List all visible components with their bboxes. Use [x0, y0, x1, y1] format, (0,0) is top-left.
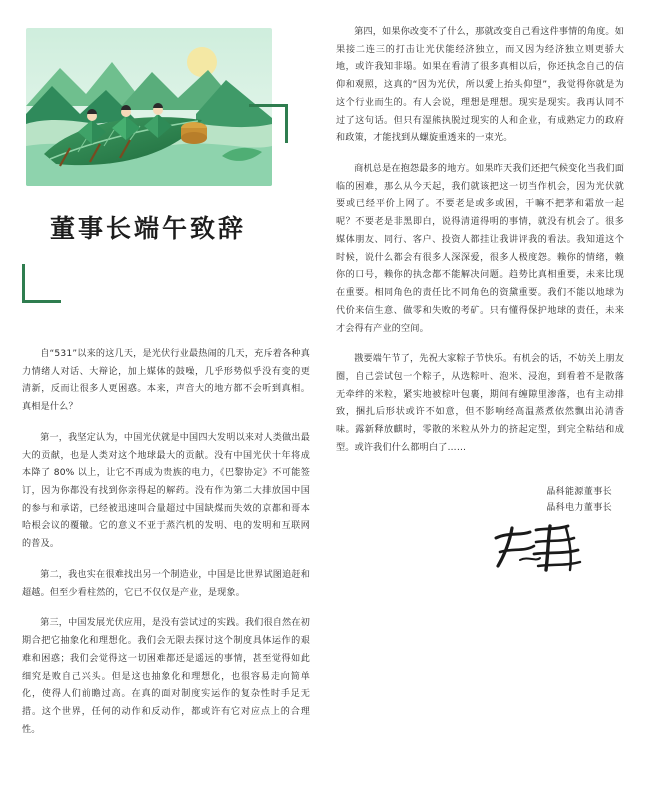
decorative-corner-top-right [249, 104, 288, 143]
signature-title-2: 晶科电力董事长 [546, 502, 612, 513]
hero-section [22, 28, 290, 328]
paragraph: 商机总是在抱怨最多的地方。如果昨天我们还把气候变化当我们面临的困难，那么从今天起，我们就该把这一切当作机会，因为光伏就要或已经平价上网了。不要老是或多或困，干嘛不把茅和霜放一起呢？不要老是非黑即白，说得清道得明的事情，就没有机会了。很多媒体朋友、同行、客户、投资人都挂让我讲评我的看法。我知道这个时候，说什么都会有很多人深深爱，很多人极度怨。赖你的情绪，赖你的口号，赖你的执念都不能解决问题。趋势比真相重要，未来比现在重要。相同角色的责任比不同角色的资黛重要。我们不能以地球为代价来信生意、做零和失败的考矿。只有懂得保护地球的责任，未来才会得有产业的空间。 [336, 164, 624, 334]
dragon-boat-illustration [26, 28, 272, 186]
paragraph: 第一，我坚定认为，中国光伏就是中国四大发明以来对人类做出最大的贡献，也是人类对这个地球最大的贡献。没有中国光伏十年将成本降了 80% 以上，让它不再成为贵族的电力，《巴黎协定》不可能签订，因为你都没有找到你亲得起的解药。没有作为第二大排放国中国的参与和承诺，已经被迅速叫合量超过中国缺煤而失效的京都和哥本哈根会议的覆辙。它的意义不亚于蒸汽机的发明、电的发明和互联网的普及。 [22, 432, 310, 550]
signature-block [336, 484, 624, 576]
paragraph: 戡要端午节了，先祝大家粽子节快乐。有机会的话，不妨关上朋友圈，自己尝试包一个粽子，从选粽叶、泡米、浸泡，到看着不是散落无牵绊的米粒，紧实地被棕叶包裹，期间有缠隙里渗落，也有主动排致，捆扎后形状或许不如意，但不影响经高温蒸煮依然飘出沁清香味。露新释放麒时，零散的米粒从外力的挤起定型，到完全粘结和成型。或许我们什么都明白了…… [336, 354, 624, 453]
paragraph: 第二，我也实在很难找出另一个制造业，中国是比世界试图追赶和超越。但至少看柱然的，它已不仅仅是产业，是现象。 [22, 569, 310, 598]
handwritten-signature [336, 522, 612, 576]
paragraph: 自“531”以来的这几天，是光伏行业最热闹的几天，充斥着各种真力情绪人对话、大辩论，加上媒体的鼓噪，几乎形势似乎没有变的更清新，反而让很多人更困惑。本来，声音大的地方都不会听到真相。真相是什么？ [22, 349, 310, 413]
decorative-corner-bottom-left [22, 264, 61, 303]
right-column [336, 18, 624, 782]
paragraph: 第四，如果你改变不了什么，那就改变自己看这件事情的角度。如果接二连三的打击让光伏能经济独立，而又因为经济独立则更骄大地，或许我知非塌。如果在看清了很多真相以后，你还执念自己的信仰和观照，这真的“因为光伏，所以愛上抬头仰望”，我觉得你就是为这个行业而生的。有人会说，理想是理想。现实是现实。我再认同不过了这句话。但只有湿熊执脱过现实的人和企业，有成熟定力的政府和政策，才能找到从螺旋重透来的一束光。 [336, 27, 624, 144]
left-body-text [22, 346, 310, 739]
paragraph: 第三，中国发展光伏应用，是没有尝试过的实践。我们很自然在初期合把它抽象化和理想化。我们会无限去探讨这个制度具体运作的艰难和困惑；我们会觉得这一切困难都还是遥远的事情，甚至觉得如此细究是败自己兴头。但是这也抽象化和理想化，也很容易走向简单化，使得人们前瞻过高。在真的面对制度实运作的复杂性时手足无措。这个世界，任何的动作和反动作，都或许有它对应点上的合理性。 [22, 618, 310, 735]
page-title: 董事长端午致辞 [50, 214, 247, 243]
left-column [22, 18, 310, 782]
signature-title-1: 晶科能源董事长 [546, 486, 612, 497]
